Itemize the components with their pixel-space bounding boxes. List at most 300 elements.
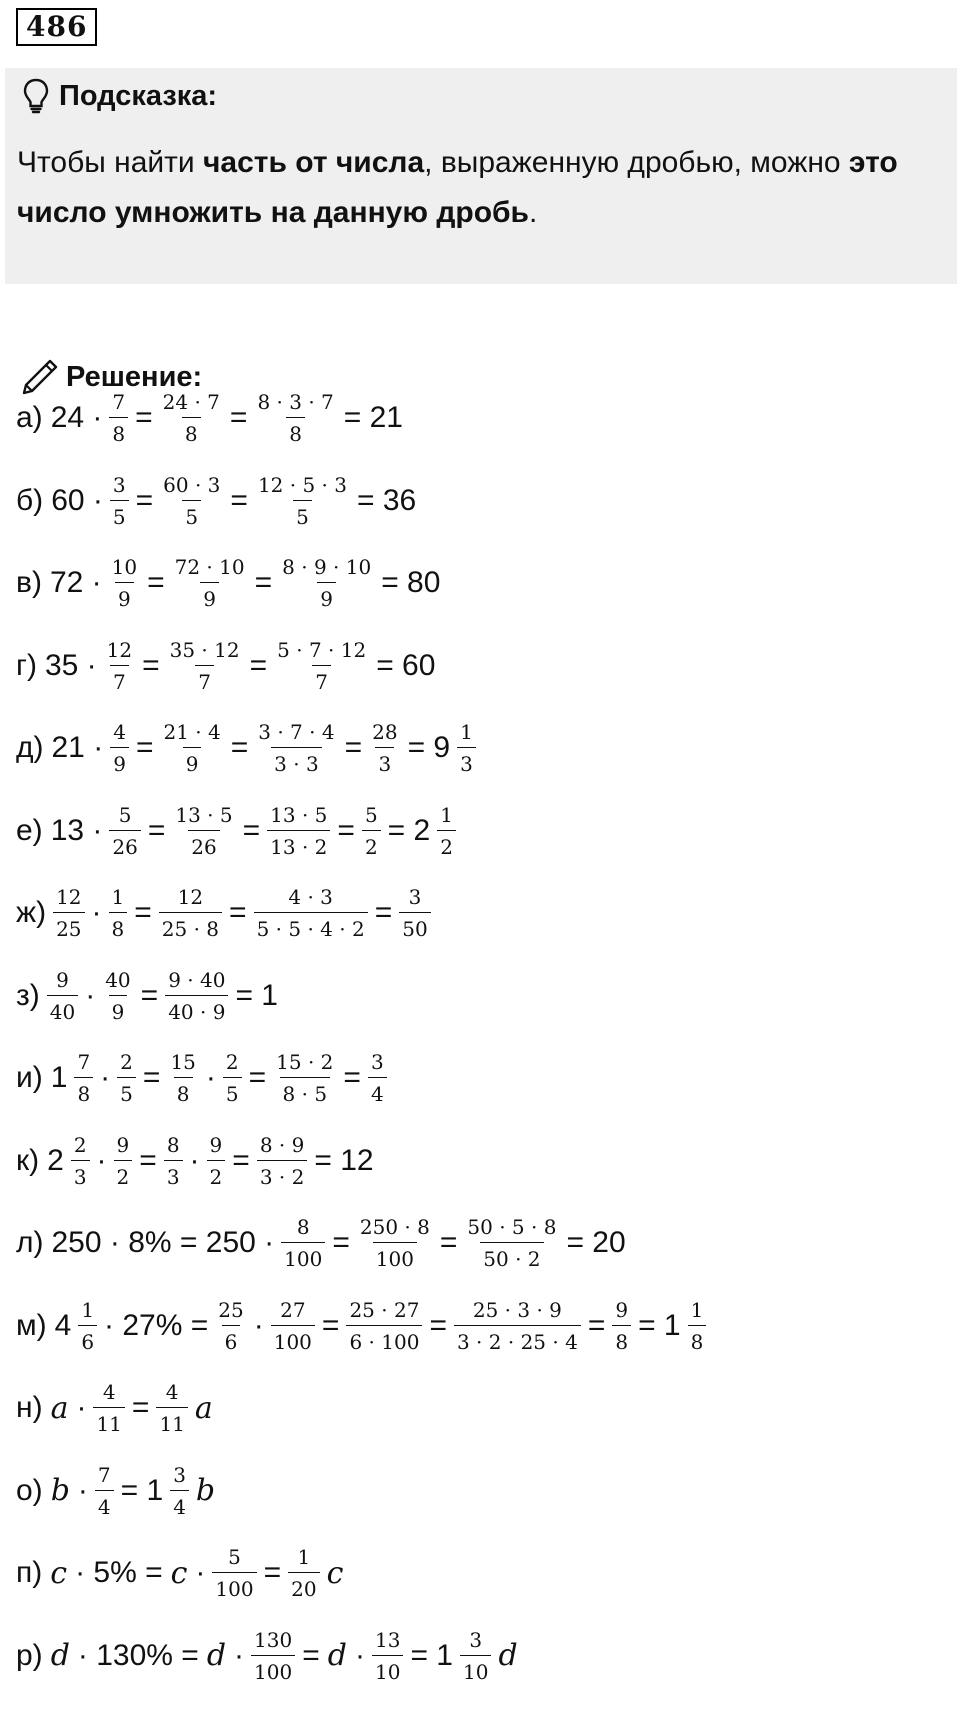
fraction (688, 1297, 707, 1354)
expression-text: = (140, 978, 159, 1012)
variable: a (194, 1390, 213, 1426)
fraction (274, 637, 369, 694)
fraction-denominator: 4 (170, 1490, 189, 1517)
fraction-denominator: 8 (174, 1077, 193, 1104)
expression-text: = (248, 1061, 267, 1094)
fraction-numerator: 8 (296, 1215, 310, 1239)
expression-text: = (142, 1061, 161, 1094)
fraction (257, 1132, 308, 1189)
fraction-denominator: 3 (457, 747, 476, 774)
solution-title: Решение: (66, 360, 203, 393)
fraction-numerator: 13 · 5 (270, 802, 328, 827)
fraction-denominator: 8 (109, 912, 128, 939)
fraction-denominator: 4 (368, 1077, 387, 1104)
fraction (346, 1297, 422, 1354)
fraction-numerator: 2 (120, 1050, 133, 1074)
fraction (254, 887, 368, 939)
expression-text: = (332, 1226, 350, 1259)
solution-line (16, 878, 434, 948)
hint-header (23, 78, 217, 114)
expression-text: 72 · (49, 566, 102, 599)
fraction-numerator: 5 · 7 · 12 (277, 637, 367, 662)
fraction-numerator: 250 · 8 (359, 1215, 430, 1239)
expression-text: = (242, 813, 261, 847)
fraction (255, 472, 350, 529)
expression-text: · 5% = (75, 1556, 163, 1589)
fraction-numerator: 2 (225, 1050, 239, 1074)
fraction-denominator: 40 (47, 995, 78, 1022)
solution-line (16, 1538, 347, 1608)
fraction-numerator: 7 (112, 390, 126, 414)
fraction-denominator: 8 (286, 417, 305, 444)
variable: b (50, 1473, 70, 1508)
solution-line (16, 466, 420, 536)
fraction (110, 722, 129, 774)
fraction-numerator: 1 (81, 1297, 95, 1322)
fraction-denominator: 8 · 5 (280, 1077, 331, 1104)
expression-text: = 9 (407, 731, 451, 764)
expression-text: = 80 (381, 566, 441, 599)
fraction-denominator: 26 (109, 830, 140, 857)
fraction (53, 887, 84, 939)
expression-text: = (135, 731, 154, 764)
fraction (372, 1627, 403, 1684)
fraction (612, 1297, 631, 1354)
fraction-numerator: 60 · 3 (163, 472, 221, 497)
fraction-numerator: 8 · 3 · 7 (257, 390, 334, 414)
expression-text: = (229, 401, 248, 434)
fraction (172, 802, 235, 859)
variable: c (326, 1555, 344, 1591)
fraction-numerator: 4 (113, 720, 126, 744)
expression-text: = (321, 1308, 340, 1342)
fraction-denominator: 11 (93, 1407, 124, 1434)
fraction-denominator: 13 · 2 (267, 830, 330, 857)
fraction-numerator: 25 · 3 · 9 (472, 1297, 562, 1322)
hint-title: Подсказка: (59, 79, 218, 112)
lightbulb-icon (23, 78, 49, 114)
fraction-denominator: 9 (110, 747, 129, 774)
fraction-numerator: 13 · 5 (175, 802, 233, 827)
fraction-denominator: 5 (223, 1077, 242, 1104)
fraction-denominator: 2 (207, 1160, 226, 1187)
fraction (160, 472, 223, 529)
expression-text: = (374, 896, 393, 929)
expression-text: = (232, 1143, 250, 1177)
fraction (114, 1132, 133, 1189)
fraction-denominator: 9 (183, 747, 202, 774)
fraction-numerator: 3 (173, 1462, 186, 1487)
fraction (454, 1297, 581, 1354)
expression-text: · (189, 1143, 200, 1177)
fraction (164, 1132, 183, 1189)
fraction-denominator: 10 (372, 1655, 403, 1682)
fraction-numerator: 13 (374, 1627, 401, 1652)
fraction (170, 1462, 189, 1519)
fraction (279, 557, 374, 609)
fraction-numerator: 12 · 5 · 3 (257, 472, 347, 497)
expression-text: · (234, 1638, 245, 1672)
variable: c (50, 1555, 68, 1591)
line-label: н) (16, 1391, 43, 1424)
fraction-numerator: 28 (372, 720, 398, 744)
variable: d (206, 1638, 227, 1673)
fraction-numerator: 3 (408, 885, 422, 909)
line-label: и) (16, 1061, 43, 1094)
fraction-numerator: 12 (177, 885, 204, 909)
expression-text: 250 · 8% = 250 · (51, 1226, 275, 1259)
fraction-denominator: 26 (188, 830, 219, 857)
fraction (159, 887, 222, 939)
fraction-denominator: 8 (109, 417, 128, 444)
fraction (109, 887, 128, 939)
fraction (156, 1382, 187, 1434)
line-label: б) (16, 483, 44, 517)
solution-line (16, 383, 407, 453)
fraction (207, 1132, 226, 1189)
fraction-numerator: 1 (297, 1545, 311, 1569)
fraction-numerator: 8 · 9 (259, 1132, 305, 1157)
fraction (271, 1297, 315, 1354)
fraction (109, 392, 128, 444)
expression-text: = (135, 483, 154, 517)
problem-number: 486 (16, 8, 97, 46)
fraction-numerator: 8 (166, 1132, 180, 1157)
expression-text: = 20 (566, 1226, 626, 1259)
fraction (267, 802, 330, 859)
hint-plain-text: Чтобы найти (17, 146, 204, 179)
expression-text: = (337, 813, 355, 847)
solution-line (16, 713, 479, 783)
hint-bold-text: это число умножить на данную дробь (17, 146, 898, 229)
expression-text: = 1 (410, 1638, 453, 1672)
expression-text: · (96, 1143, 107, 1177)
fraction-numerator: 3 (370, 1050, 384, 1074)
fraction-denominator: 40 · 9 (165, 995, 228, 1022)
fraction-numerator: 35 · 12 (169, 637, 240, 662)
fraction-denominator: 100 (271, 1325, 315, 1352)
fraction-numerator: 9 (116, 1132, 130, 1157)
fraction (165, 967, 228, 1024)
fraction (172, 557, 248, 609)
fraction-denominator: 50 · 2 (480, 1242, 543, 1269)
fraction-numerator: 24 · 7 (162, 390, 220, 414)
fraction-denominator: 8 (182, 417, 201, 444)
expression-text: = 60 (376, 648, 436, 682)
solution-line (16, 1373, 217, 1443)
fraction-denominator: 3 (71, 1160, 90, 1187)
fraction-denominator: 25 (53, 912, 84, 939)
expression-text: = (263, 1556, 282, 1589)
fraction-denominator: 9 (317, 582, 336, 609)
expression-text: = (249, 648, 268, 682)
fraction (369, 722, 400, 774)
fraction (251, 1627, 295, 1684)
fraction-denominator: 9 (115, 582, 134, 609)
fraction (160, 722, 223, 774)
fraction-denominator: 3 · 2 (257, 1160, 308, 1187)
expression-text: = (439, 1226, 458, 1259)
fraction (464, 1217, 559, 1269)
solution-line (16, 1291, 709, 1361)
expression-text: · 130% = (77, 1638, 199, 1672)
fraction-denominator: 9 (109, 995, 128, 1022)
fraction-denominator: 7 (312, 665, 331, 692)
line-label: о) (16, 1473, 43, 1507)
fraction-numerator: 12 (106, 637, 133, 662)
expression-text: = (147, 813, 166, 847)
fraction-numerator: 130 (254, 1627, 293, 1652)
fraction-numerator: 27 (280, 1297, 306, 1322)
solution-line (16, 548, 444, 618)
fraction (93, 1382, 124, 1434)
fraction (273, 1052, 336, 1104)
fraction-numerator: 4 (102, 1380, 116, 1404)
expression-text: 4 (54, 1308, 72, 1342)
expression-text: 24 · (50, 401, 103, 434)
fraction-denominator: 25 · 8 (159, 912, 222, 939)
fraction-numerator: 9 (56, 967, 69, 992)
fraction-numerator: 72 · 10 (174, 555, 245, 579)
variable: d (50, 1638, 70, 1673)
fraction (78, 1297, 97, 1354)
fraction (460, 1627, 491, 1684)
fraction-denominator: 3 · 3 (271, 747, 322, 774)
fraction (368, 1052, 387, 1104)
fraction (362, 802, 381, 859)
fraction-denominator: 5 (110, 500, 129, 527)
expression-text: = (142, 648, 160, 682)
fraction-numerator: 8 · 9 · 10 (282, 555, 372, 579)
line-label: в) (16, 566, 42, 599)
solution-line (16, 1126, 378, 1196)
fraction (167, 637, 243, 694)
fraction-numerator: 5 (364, 802, 378, 827)
fraction-denominator: 50 (399, 912, 430, 939)
expression-text: 13 · (50, 813, 103, 847)
expression-text: = (302, 1638, 320, 1672)
fraction-numerator: 21 · 4 (163, 720, 221, 744)
fraction-numerator: 3 (469, 1627, 483, 1652)
fraction-denominator: 3 (164, 1160, 183, 1187)
fraction-numerator: 15 · 2 (276, 1050, 334, 1074)
fraction-denominator: 7 (110, 665, 129, 692)
variable: d (498, 1638, 518, 1673)
expression-text: = 21 (343, 401, 403, 434)
fraction (288, 1547, 319, 1599)
fraction-denominator: 6 (222, 1325, 241, 1352)
fraction-denominator: 8 (612, 1325, 631, 1352)
line-label: а) (16, 401, 43, 434)
fraction (215, 1297, 246, 1354)
fraction (74, 1052, 93, 1104)
expression-text: = 1 (120, 1473, 164, 1507)
fraction-numerator: 9 (209, 1132, 223, 1157)
variable: d (327, 1638, 347, 1673)
fraction-numerator: 5 (118, 802, 132, 827)
fraction-denominator: 6 · 100 (346, 1325, 422, 1352)
line-label: з) (16, 978, 40, 1012)
fraction (254, 392, 336, 444)
expression-text: = (587, 1308, 606, 1342)
expression-text: = 1 (235, 978, 278, 1012)
fraction (95, 1462, 114, 1519)
expression-text: · (76, 1391, 87, 1424)
fraction (223, 1052, 242, 1104)
expression-text: · (354, 1638, 365, 1672)
expression-text: · (100, 1061, 111, 1094)
fraction (437, 802, 456, 859)
fraction-denominator: 100 (251, 1655, 295, 1682)
fraction-denominator: 6 (78, 1325, 97, 1352)
fraction-numerator: 4 (165, 1380, 179, 1404)
expression-text: = (139, 1143, 157, 1177)
expression-text: = 2 (387, 813, 431, 847)
expression-text: 21 · (51, 731, 104, 764)
fraction (212, 1547, 256, 1599)
fraction-denominator: 5 (117, 1077, 136, 1104)
hint-plain-text: , выраженную дробью, можно (424, 146, 849, 179)
expression-text: · (77, 1473, 88, 1507)
fraction (71, 1132, 90, 1189)
expression-text: 35 · (44, 648, 97, 682)
fraction-denominator: 8 (688, 1325, 707, 1352)
expression-text: = (343, 1061, 361, 1094)
expression-text: · (205, 1061, 216, 1094)
fraction (104, 637, 135, 694)
line-label: п) (16, 1556, 43, 1589)
expression-text: 60 · (51, 483, 103, 517)
fraction-denominator: 5 (182, 500, 201, 527)
fraction-denominator: 3 · 2 · 25 · 4 (454, 1325, 581, 1352)
fraction-denominator: 10 (460, 1655, 491, 1682)
fraction-denominator: 20 (288, 1572, 319, 1599)
fraction-denominator: 5 · 5 · 4 · 2 (254, 912, 368, 939)
expression-text: · (195, 1556, 206, 1589)
expression-text: = (229, 896, 247, 929)
expression-text: · 27% = (104, 1308, 209, 1342)
fraction-numerator: 25 (218, 1297, 244, 1322)
expression-text: = (135, 401, 153, 434)
fraction (117, 1052, 136, 1104)
fraction (255, 722, 337, 774)
fraction (110, 472, 129, 529)
fraction-denominator: 2 (362, 830, 381, 857)
fraction (47, 967, 78, 1024)
fraction-numerator: 25 · 27 (349, 1297, 420, 1322)
expression-text: = (230, 731, 249, 764)
fraction-denominator: 100 (212, 1572, 256, 1599)
fraction-numerator: 4 · 3 (288, 885, 333, 909)
fraction (109, 557, 140, 609)
hint-bold-text: часть от числа (203, 146, 425, 179)
fraction-numerator: 7 (97, 1462, 111, 1487)
fraction-numerator: 5 (228, 1545, 241, 1569)
expression-text: = (344, 731, 363, 764)
solution-line (16, 1621, 522, 1691)
variable: c (170, 1555, 188, 1591)
expression-text: = (254, 566, 273, 599)
expression-text: = 12 (314, 1143, 374, 1177)
fraction-denominator: 100 (281, 1242, 325, 1269)
fraction (457, 722, 476, 774)
line-label: р) (16, 1638, 43, 1672)
variable: a (50, 1390, 69, 1426)
expression-text: = 1 (638, 1308, 681, 1342)
fraction-denominator: 7 (195, 665, 214, 692)
fraction-denominator: 5 (293, 500, 312, 527)
fraction-denominator: 3 (375, 747, 394, 774)
solution-line (16, 1456, 219, 1526)
fraction-numerator: 1 (440, 802, 453, 827)
fraction (399, 887, 430, 939)
fraction-numerator: 12 (56, 885, 82, 909)
expression-text: = (429, 1308, 447, 1342)
expression-text: · (91, 896, 102, 929)
line-label: к) (16, 1143, 40, 1177)
fraction-numerator: 7 (77, 1050, 91, 1074)
fraction-denominator: 9 (200, 582, 219, 609)
line-label: е) (16, 813, 43, 847)
fraction (109, 802, 140, 859)
variable: b (195, 1473, 216, 1508)
fraction-numerator: 15 (170, 1050, 196, 1074)
fraction (167, 1052, 198, 1104)
expression-text: · (253, 1308, 264, 1342)
expression-text: = (134, 896, 152, 929)
hint-text (17, 138, 947, 238)
solution-line (16, 796, 459, 866)
fraction-numerator: 1 (690, 1297, 704, 1322)
solution-line (16, 961, 282, 1031)
fraction-numerator: 1 (460, 720, 473, 744)
fraction-numerator: 2 (73, 1132, 87, 1157)
fraction-numerator: 40 (105, 967, 131, 992)
fraction-numerator: 3 · 7 · 4 (258, 720, 335, 744)
expression-text: = (230, 483, 248, 517)
fraction (357, 1217, 433, 1269)
fraction-numerator: 1 (111, 885, 125, 909)
expression-text: · (85, 978, 96, 1012)
fraction-denominator: 2 (437, 830, 456, 857)
expression-text: = 36 (356, 483, 417, 517)
fraction-denominator: 100 (373, 1242, 417, 1269)
fraction-numerator: 9 (615, 1297, 629, 1322)
expression-text: 2 (47, 1143, 64, 1177)
fraction-numerator: 3 (112, 472, 126, 497)
fraction (160, 392, 223, 444)
line-label: г) (16, 648, 37, 682)
fraction-denominator: 11 (156, 1407, 187, 1434)
fraction-numerator: 10 (111, 555, 138, 579)
expression-text: 1 (50, 1061, 68, 1094)
fraction-numerator: 9 · 40 (168, 967, 226, 992)
line-label: ж) (16, 896, 47, 929)
fraction-denominator: 2 (114, 1160, 133, 1187)
fraction-denominator: 4 (95, 1490, 114, 1517)
hint-plain-text: . (529, 196, 538, 229)
expression-text: = (131, 1391, 150, 1424)
fraction (281, 1217, 325, 1269)
hint-box (5, 68, 957, 284)
line-label: д) (16, 731, 44, 764)
line-label: л) (16, 1226, 44, 1259)
line-label: м) (16, 1308, 47, 1342)
solution-line (16, 1208, 630, 1278)
fraction-numerator: 50 · 5 · 8 (467, 1215, 557, 1239)
expression-text: = (147, 566, 165, 599)
solution-line (16, 631, 439, 701)
